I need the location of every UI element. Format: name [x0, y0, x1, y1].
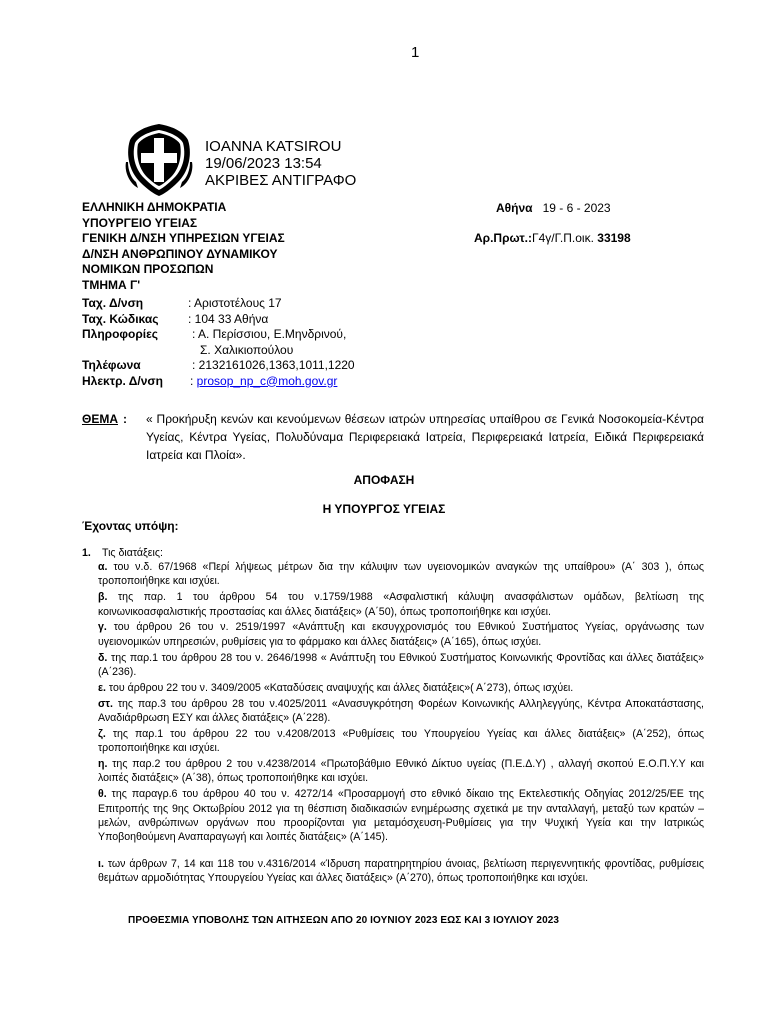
phone-value: : 2132161026,1363,1011,1220: [192, 358, 355, 372]
header-line: ΝΟΜΙΚΩΝ ΠΡΟΣΩΠΩΝ: [82, 262, 214, 276]
address-value: : Αριστοτέλους 17: [188, 296, 282, 310]
subject-label: ΘΕΜΑ: [82, 412, 118, 426]
issuer-header: [82, 200, 285, 293]
postal-label: Ταχ. Κώδικας: [82, 311, 159, 326]
list-item-iota: ι. των άρθρων 7, 14 και 118 του ν.4316/2014 «Ίδρυση παρατηρητηρίου άνοιας, βελτίωση περιγεννητικής φροντίδας, ρυθμίσεις θεμάτων αρμοδιότητας Υπουργείου Υγείας και άλλες διατάξεις» (Α΄270), όπως τροποποιήθηκε και ισχύει.: [98, 858, 704, 885]
place-date: [496, 201, 611, 215]
list-item: στ. της παρ.3 του άρθρου 28 του ν.4025/2011 «Ανασυγκρότηση Φορέων Κοινωνικής Αλληλεγγύης, Κέντρα Αποκατάστασης, Αναδιάρθρωση ΕΣΥ και άλλες διατάξεις» (Α΄228).: [98, 697, 704, 725]
protocol-label: Αρ.Πρωτ.:: [474, 231, 533, 245]
address-label: Ταχ. Δ/νση: [82, 296, 144, 310]
list-item: θ. της παραγρ.6 του άρθρου 40 του ν. 4272/14 «Προσαρμογή στο εθνικό δίκαιο της Εκτελεστικής Οδηγίας 2012/25/ΕΕ της Επιτροπής της 9ης Οκτωβρίου 2012 για τη θέσπιση διαδικασιών ενημέρωσης σχετικά με την ανταλλαγή, μεταξύ των κρατών – μελών, ανθρώπινων οργάνων που προορίζονται για μεταμόσχευση-Ρυθμίσεις για την Ψυχική Υγεία και την Ιατρικώς Υποβοηθούμενη Αναπαραγωγή και λοιπές διατάξεις» (Α΄145).: [98, 788, 704, 844]
place-label: Αθήνα: [496, 201, 533, 215]
protocol-number: 33198: [597, 231, 631, 245]
phone-label: Τηλέφωνα: [82, 358, 141, 372]
certified-copy-note: ΑΚΡΙΒΕΣ ΑΝΤΙΓΡΑΦΟ: [205, 172, 357, 189]
list-item: γ. του άρθρου 26 του ν. 2519/1997 «Ανάπτυξη και εκσυγχρονισμός του Εθνικού Συστήματος Υγείας, οργάνωσης των υγειονομικών υπηρεσιών, ρυθμίσεις για το φάρμακο και άλλες διατάξεις» (Α΄165), όπως ισχύει.: [98, 621, 704, 648]
decision-title: ΑΠΟΦΑΣΗ: [353, 473, 415, 487]
digital-signature-block: [205, 138, 356, 189]
list-item: α. του ν.δ. 67/1968 «Περί λήψεως μέτρων δια την κάλυψιν των υγειονομικών αναγκών της υπαίθρου» (Α΄ 303 ), όπως τροποποιήθηκε και ισχύει.: [98, 561, 704, 588]
subject-colon: :: [123, 412, 127, 426]
signer-name: IOANNA KATSIROU: [205, 138, 342, 155]
greek-coat-of-arms-icon: [122, 122, 196, 198]
list-number: 1.: [82, 547, 91, 559]
header-line: ΓΕΝΙΚΗ Δ/ΝΣΗ ΥΠΗΡΕΣΙΩΝ ΥΓΕΙΑΣ: [82, 231, 285, 245]
email-link[interactable]: prosop_np_c@moh.gov.gr: [196, 373, 338, 388]
document-date: 19 - 6 - 2023: [542, 201, 611, 215]
considering-heading: Έχοντας υπόψη:: [82, 519, 179, 533]
contact-info: [82, 296, 442, 389]
header-line: ΤΜΗΜΑ Γ': [82, 277, 141, 292]
submission-deadline-footer: ΠΡΟΘΕΣΜΙΑ ΥΠΟΒΟΛΗΣ ΤΩΝ ΑΙΤΗΣΕΩΝ ΑΠΟ 20 ΙΟΥΝΙΟΥ 2023 ΕΩΣ ΚΑΙ 3 ΙΟΥΛΙΟΥ 2023: [128, 915, 560, 926]
protocol-code: Γ4γ/Γ.Π.οικ.: [532, 231, 594, 245]
protocol-number-line: [474, 231, 631, 245]
contact-label: Πληροφορίες: [82, 327, 159, 341]
page-number: 1: [411, 44, 420, 61]
list-item: ζ. της παρ.1 του άρθρου 22 του ν.4208/2013 «Ρυθμίσεις του Υπουργείου Υγείας και άλλες διατάξεις» (Α΄252), όπως τροποποιήθηκε και ισχύει.: [98, 727, 704, 755]
subject-text: « Προκήρυξη κενών και κενούμενων θέσεων ιατρών υπηρεσίας υπαίθρου σε Γενικά Νοσοκομεία-Κέντρα Υγείας, Κέντρα Υγείας, Πολυδύναμα Περιφερειακά Ιατρεία, Περιφερειακά Ιατρεία, Ειδικά Περιφερειακά Ιατρεία και Πλοία».: [146, 412, 704, 462]
contact-value: : Α. Περίσσιου, Ε.Μηνδρινού,: [192, 327, 347, 341]
postal-value: : 104 33 Αθήνα: [188, 311, 269, 326]
header-line: ΕΛΛΗΝΙΚΗ ΔΗΜΟΚΡΑΤΙΑ: [82, 200, 227, 214]
contact-value-continued: Σ. Χαλικιοπούλου: [200, 342, 294, 357]
email-label: Ηλεκτρ. Δ/νση: [82, 373, 163, 388]
list-item: η. της παρ.2 του άρθρου 2 του ν.4238/2014 «Πρωτοβάθμιο Εθνικό Δίκτυο υγείας (Π.Ε.Δ.Υ) , αλλαγή σκοπού Ε.Ο.Π.Υ.Υ και λοιπές διατάξεις» (Α΄38), όπως τροποποιήθηκε και ισχύει.: [98, 758, 704, 785]
email-colon: :: [190, 373, 197, 388]
list-item: ε. του άρθρου 22 του ν. 3409/2005 «Καταδύσεις αναψυχής και άλλες διατάξεις»( Α΄273), όπως ισχύει.: [98, 681, 574, 694]
minister-title: Η ΥΠΟΥΡΓΟΣ ΥΓΕΙΑΣ: [322, 502, 446, 516]
list-item: β. της παρ. 1 του άρθρου 54 του ν.1759/1988 «Ασφαλιστική κάλυψη ανασφάλιστων ομάδων, βελτίωση της κοινωνικοασφαλιστικής προστασίας και άλλες διατάξεις» (Α΄50), όπως τροποποιήθηκε και ισχύει.: [98, 591, 704, 618]
list-title: Τις διατάξεις:: [102, 547, 163, 559]
header-line: ΥΠΟΥΡΓΕΙΟ ΥΓΕΙΑΣ: [82, 215, 198, 230]
list-item: δ. της παρ.1 του άρθρου 28 του ν. 2646/1998 « Ανάπτυξη του Εθνικού Συστήματος Κοινωνικής Φροντίδας και άλλες διατάξεις» (Α΄236).: [98, 651, 704, 679]
signature-datetime: 19/06/2023 13:54: [205, 155, 322, 172]
header-line: Δ/ΝΣΗ ΑΝΘΡΩΠΙΝΟΥ ΔΥΝΑΜΙΚΟΥ: [82, 246, 278, 261]
